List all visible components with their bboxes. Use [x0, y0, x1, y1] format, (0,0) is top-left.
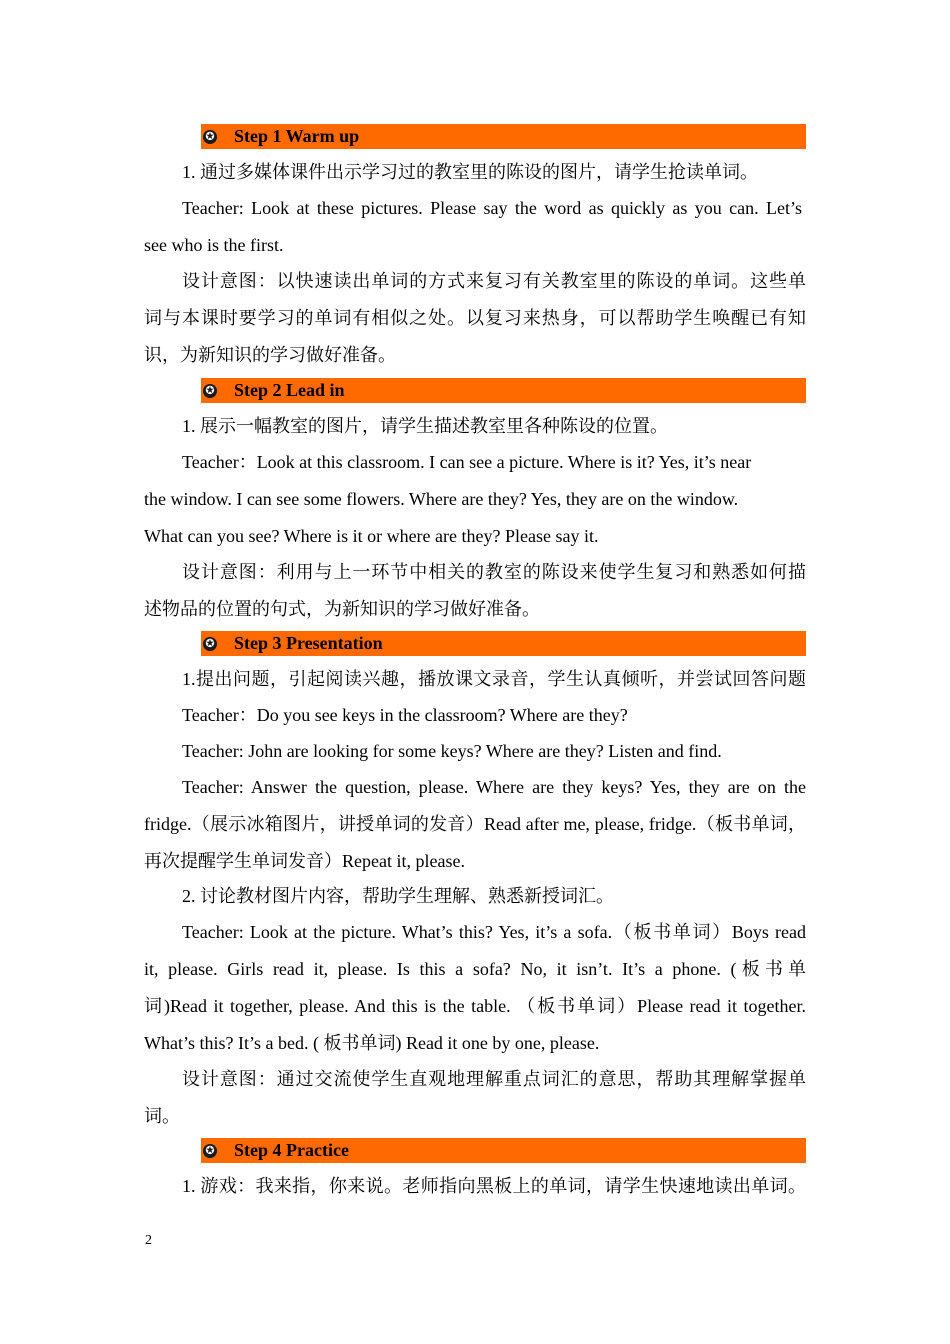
- paragraph-line: Teacher: Answer the question, please. Where are they keys? Yes, they are on the: [182, 777, 806, 797]
- heading-text: Step 3 Presentation: [234, 633, 383, 653]
- paragraph-line: 识，为新知识的学习做好准备。: [144, 345, 396, 365]
- paragraph-line: 1.提出问题，引起阅读兴趣，播放课文录音，学生认真倾听，并尝试回答问题: [182, 669, 806, 689]
- paragraph-line: fridge.（展示冰箱图片，讲授单词的发音）Read after me, please, fridge.（板书单词，: [144, 814, 806, 834]
- paragraph-line: 述物品的位置的句式，为新知识的学习做好准备。: [144, 599, 540, 619]
- paragraph-line: Teacher：Do you see keys in the classroom? Where are they?: [182, 705, 628, 725]
- paragraph-line: What’s this? It’s a bed. ( 板书单词) Read it one by one, please.: [144, 1033, 600, 1053]
- heading-text: Step 4 Practice: [234, 1140, 349, 1160]
- paragraph-line: 设计意图：利用与上一环节中相关的教室的陈设来使学生复习和熟悉如何描: [182, 562, 806, 582]
- heading-text: Step 2 Lead in: [234, 380, 345, 400]
- star-circle-icon: ✪: [203, 1144, 217, 1158]
- section-heading-step-3: [201, 631, 806, 656]
- section-heading-step-2: [201, 378, 806, 403]
- paragraph-line: 1. 通过多媒体课件出示学习过的教室里的陈设的图片，请学生抢读单词。: [182, 162, 758, 182]
- paragraph-line: What can you see? Where is it or where are they? Please say it.: [144, 526, 599, 546]
- page-number: 2: [145, 1233, 152, 1248]
- paragraph-line: Teacher: Look at these pictures. Please say the word as quickly as you can. Let’s: [182, 198, 802, 218]
- paragraph-line: Teacher: Look at the picture. What’s this? Yes, it’s a sofa.（板书单词）Boys read: [182, 922, 806, 942]
- paragraph-line: 1. 展示一幅教室的图片，请学生描述教室里各种陈设的位置。: [182, 416, 668, 436]
- paragraph-line: Teacher：Look at this classroom. I can see a picture. Where is it? Yes, it’s near: [182, 452, 752, 472]
- paragraph-line: 再次提醒学生单词发音）Repeat it, please.: [144, 851, 465, 871]
- paragraph-line: 设计意图：以快速读出单词的方式来复习有关教室里的陈设的单词。这些单: [182, 271, 806, 291]
- paragraph-line: the window. I can see some flowers. Where are they? Yes, they are on the window.: [144, 489, 739, 509]
- section-heading-step-4: [201, 1138, 806, 1163]
- star-circle-icon: ✪: [203, 384, 217, 398]
- paragraph-line: 设计意图：通过交流使学生直观地理解重点词汇的意思，帮助其理解掌握单: [182, 1069, 806, 1089]
- star-circle-icon: ✪: [203, 637, 217, 651]
- paragraph-line: 1. 游戏：我来指，你来说。老师指向黑板上的单词，请学生快速地读出单词。: [182, 1176, 806, 1196]
- paragraph-line: Teacher: John are looking for some keys? Where are they? Listen and find.: [182, 741, 722, 761]
- paragraph-line: 2. 讨论教材图片内容，帮助学生理解、熟悉新授词汇。: [182, 886, 614, 906]
- paragraph-line: see who is the first.: [144, 235, 284, 255]
- star-circle-icon: ✪: [203, 130, 217, 144]
- paragraph-line: 词)Read it together, please. And this is the table. （板书单词）Please read it together.: [144, 996, 806, 1016]
- section-heading-step-1: [201, 124, 806, 149]
- paragraph-line: it, please. Girls read it, please. Is this a sofa? No, it isn’t. It’s a phone. (板书单: [144, 959, 806, 979]
- heading-text: Step 1 Warm up: [234, 126, 360, 146]
- paragraph-line: 词。: [144, 1106, 180, 1126]
- paragraph-line: 词与本课时要学习的单词有相似之处。以复习来热身，可以帮助学生唤醒已有知: [144, 308, 806, 328]
